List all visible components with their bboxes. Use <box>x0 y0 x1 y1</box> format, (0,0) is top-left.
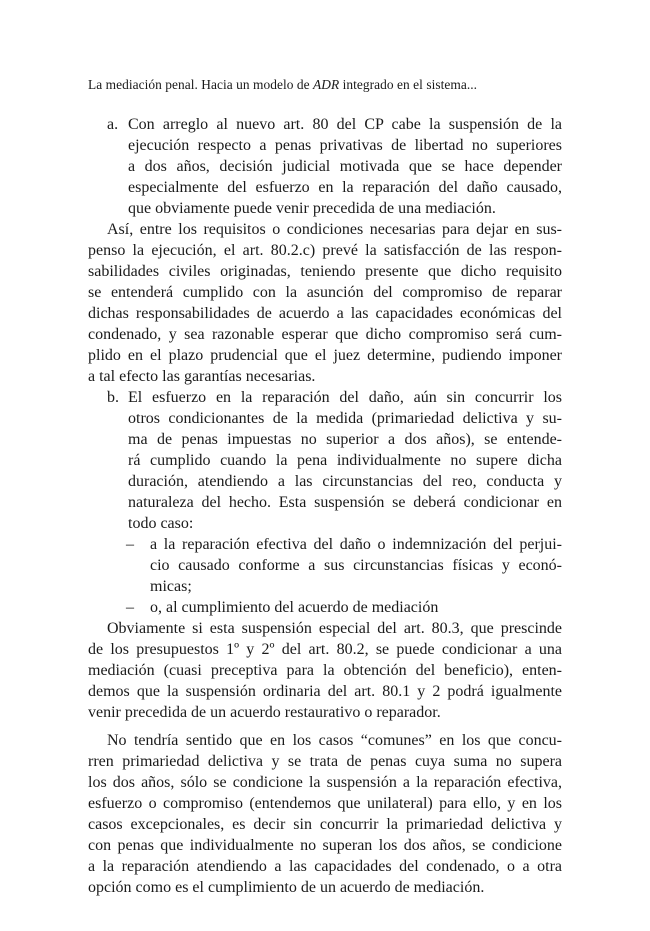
text-line: opción como es el cumplimiento de un acuerdo de mediación. <box>88 879 485 896</box>
text-line: No tendría sentido que en los casos “comunes” en los que concu- <box>107 732 562 749</box>
text-line: penso la ejecución, el art. 80.2.c) prevé la satisfacción de las respon- <box>88 242 562 259</box>
dash-marker: – <box>126 599 134 616</box>
text-line: condenado, y sea razonable esperar que dicho compromiso será cum- <box>88 326 562 343</box>
running-header <box>88 77 477 93</box>
text-line: o, al cumplimiento del acuerdo de mediación <box>150 599 439 616</box>
paragraph-3 <box>88 730 562 898</box>
text-line: plido en el plazo prudencial que el juez determine, pudiendo imponer <box>88 347 562 364</box>
text-line: a la reparación atendiendo a las capacidades del condenado, o a otra <box>88 858 562 875</box>
text-line: de los presupuestos 1º y 2º del art. 80.2, se puede condicionar a una <box>88 641 562 658</box>
text-line: demos que la suspensión ordinaria del art. 80.1 y 2 podrá igualmente <box>88 683 562 700</box>
text-line: El esfuerzo en la reparación del daño, aún sin concurrir los <box>128 389 562 406</box>
text-line: Así, entre los requisitos o condiciones necesarias para dejar en sus- <box>107 221 562 238</box>
text-line: micas; <box>150 578 192 595</box>
running-header-italic: ADR <box>313 77 340 92</box>
dash-marker: – <box>126 536 134 553</box>
list-item-a <box>88 114 562 219</box>
text-line: Obviamente si esta suspensión especial del art. 80.3, que prescinde <box>107 620 562 637</box>
text-line: ma de penas impuestas no superior a dos años), se entende- <box>128 431 562 448</box>
text-line: Con arreglo al nuevo art. 80 del CP cabe la suspensión de la <box>128 116 562 133</box>
list-marker-a: a. <box>107 116 119 133</box>
text-line: se entenderá cumplido con la asunción del compromiso de reparar <box>88 284 562 301</box>
text-line: a dos años, decisión judicial motivada que se hace depender <box>128 158 562 175</box>
text-line: dichas responsabilidades de acuerdo a las capacidades económicas del <box>88 305 562 322</box>
text-line: con penas que individualmente no superan los dos años, se condicione <box>88 837 562 854</box>
text-line: naturaleza del hecho. Esta suspensión se deberá condicionar en <box>128 494 562 511</box>
sub-item-1 <box>88 534 562 597</box>
running-header-post: integrado en el sistema... <box>339 77 478 92</box>
body-text <box>88 114 562 898</box>
text-line: todo caso: <box>128 515 194 532</box>
text-line: que obviamente puede venir precedida de una mediación. <box>128 200 496 217</box>
text-line: especialmente del esfuerzo en la reparación del daño causado, <box>128 179 562 196</box>
text-line: a tal efecto las garantías necesarias. <box>88 368 316 385</box>
paragraph-2 <box>88 618 562 723</box>
paragraph-gap <box>88 723 562 730</box>
text-line: duración, atendiendo a las circunstancias del reo, conducta y <box>128 473 562 490</box>
text-line: cio causado conforme a sus circunstancias físicas y econó- <box>150 557 562 574</box>
text-line: otros condicionantes de la medida (primariedad delictiva y su- <box>128 410 562 427</box>
text-line: casos excepcionales, es decir sin concurrir la primariedad delictiva y <box>88 816 562 833</box>
paragraph-1 <box>88 219 562 387</box>
text-line: ejecución respecto a penas privativas de libertad no superiores <box>128 137 562 154</box>
text-line: esfuerzo o compromiso (entendemos que unilateral) para ello, y en los <box>88 795 562 812</box>
sub-item-2 <box>88 597 562 618</box>
text-line: rren primariedad delictiva y se trata de penas cuya suma no supera <box>88 753 562 770</box>
text-line: a la reparación efectiva del daño o indemnización del perjui- <box>150 536 562 553</box>
text-line: mediación (cuasi preceptiva para la obtención del beneficio), enten- <box>88 662 562 679</box>
list-item-b <box>88 387 562 534</box>
text-line: sabilidades civiles originadas, teniendo presente que dicho requisito <box>88 263 562 280</box>
list-marker-b: b. <box>107 389 119 406</box>
running-header-pre: La mediación penal. Hacia un modelo de <box>88 77 314 92</box>
text-line: los dos años, sólo se condicione la suspensión a la reparación efectiva, <box>88 774 562 791</box>
text-line: rá cumplido cuando la pena individualmente no supere dicha <box>128 452 562 469</box>
text-line: venir precedida de un acuerdo restaurativo o reparador. <box>88 704 441 721</box>
